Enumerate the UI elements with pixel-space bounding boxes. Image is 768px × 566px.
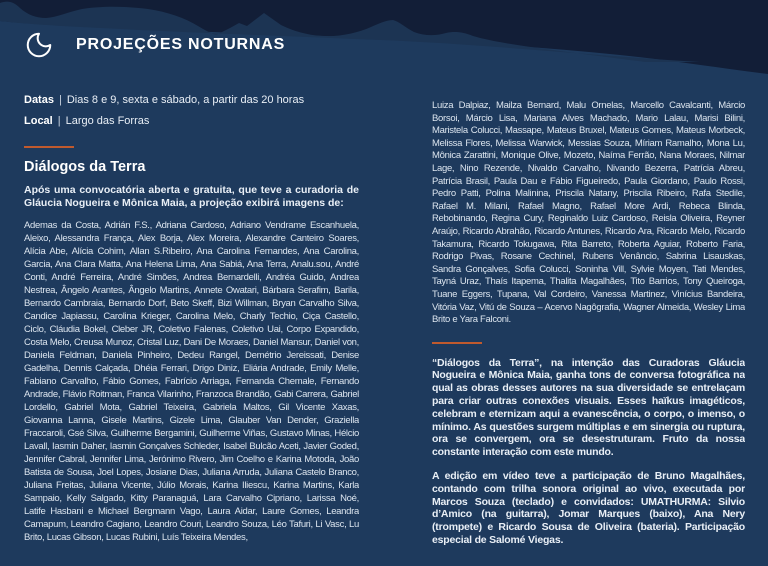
artists-list-left: Ademas da Costa, Adrián F.S., Adriana Cardoso, Adriano Vendrame Escanhuela, Aleixo, Alessandra França, Alex Borja, Alex Moreira, Alexandre Canteiro Soares, Alícia Abe, Alícia Cohim, Allan S.Ribeiro, Ana Carolina Fernandes, Ana Carolina, Garcia, Ana Clara Matta, Ana Helena Lima, Ana Sabiá, Ana Terra, Analu.sou, André Conti, André Ferreira, André Simões, Andrea Bernardelli, Andréa Guido, Andrea Nestrea, Ângelo Arantes, Ângelo Martins, Annete Owatari, Bárbara Serafim, Barila, Bernardo Cambraia, Bernardo Dorf, Beto Skeff, Bizi Willman, Bryan Carvalho Silva, Candice Japiassu, Carolina Krieger, Carolina Melo, Charly Techio, Ciça Castello, Ciclo, Cláudia Bokel, Cleber JR, Coletivo Falenas, Coletivo Uai, Corpo Expandido, Costa Melo, Creusa Munoz, Cristal Luz, Dani De Moraes, Daniel Mansur, Daniel von, Daniela Feldman, Daniela Pinheiro, Dedeu Rangel, Demétrio Jereissati, Denise Gadelha, Dennis Calçada, Dhéia Ferrari, Drigo Diniz, Eliária Andrade, Emily Melle, Fabiano Carvalho, Fábio Gomes, Fabrício Arriaga, Fernanda Chemale, Fernando Andrade, Flávio Roitman, Franca Vilarinho, Franzoca Brandão, Gabi Carrera, Gabriel Lordello, Gabriel Mota, Gabriel Teixeira, Gabriela Maltos, Gil Vicente Xaxas, Giovanna Lanna, Gisele Martins, Gizele Lima, Glauber Van Dender, Graziella Fraccaroli, Gsé Silva, Guilherme Bergamini, Guilherme Viñas, Gustavo Minas, Hélcio Lavall, Iasmin Daher, Iasmin Gonçalves Schleder, Isabel Bulcão Aceti, Javier Goded, Jennifer Cabral, Jennifer Lima, Jerónimo Rivero, Jim Coelho e Karina Motoda, João Batista de Sousa, Joel Lopes, Josiane Dias, Juliana Arruda, Juliana Castelo Branco, Juliana Freitas, Juliana Vicente, Júlio Morais, Karina Iliescu, Karina Martins, Karla Sampaio, Kelly Salgado, Kitty Paranaguá, Lara Carvalho Cipriano, Larissa Noé, Latife Hasbani e Michael Bergmann Vago, Laura Aidar, Laure Gomes, Leandra Camapum, Leandro Cagiano, Leandro Couri, Leandro Souza, Léo Tafuri, Li Vasc, Lu Brito, Lucas Gibson, Lucas Rubini, Luís Teixeira Mendes,	[24, 219, 359, 543]
artists-list-right: Luiza Dalpiaz, Mailza Bernard, Malu Ornelas, Marcello Cavalcanti, Márcio Borsoi, Márcio Lisa, Mariana Alves Machado, Mario Lalau, Marisi Bilini, Maristela Colucci, Massape, Mateus Bruxel, Mateus Gomes, Mateus Morbeck, Melissa Flores, Melissa Warwick, Messias Souza, Míriam Ramalho, Mona Lu, Mônica Zarattini, Monique Olive, Mozeto, Naíma Ferrão, Nana Moraes, Nilmar Lage, Nino Rezende, Nivaldo Carvalho, Nivando Bezerra, Patrícia Abreu, Patrícia Brasil, Paula Dau e Fábio Figueiredo, Paula Giordano, Paulo Rossi, Pedro Patti, Polina Malinina, Priscila Natany, Priscila Ribeiro, Rafa Stedile, Rafael M. Milani, Rafael Magno, Rafael More Ardi, Rebeca Blinda, Rebobinando, Regina Cury, Reginaldo Luiz Cardoso, Reisla Oliveira, Reyner Araújo, Ricardo Abrahão, Ricardo Antunes, Ricardo Ara, Ricardo Melo, Ricardo Takamura, Ricardo Tokugawa, Rita Barreto, Roberta Aguiar, Roberto Faria, Rodrigo Pivas, Rosane Cechinel, Rubens Venâncio, Sabrina Lisauskas, Sandra Gonçalves, Sofia Colucci, Soninha Vill, Sylvie Moyen, Tati Mendes, Tayná Uraz, Thaís Itapema, Thalita Magalhães, Tito Barrios, Tony Queiroga, Tuane Eggers, Tupana, Val Cordeiro, Vanessa Martinez, Vinícius Bandeira, Vitória Vaz, Vitú de Souza – Acervo Nagôgrafia, Wagner Almeida, Wesley Lima Brito e Yara Falconi.	[432, 100, 745, 326]
section-divider-right	[432, 342, 482, 344]
curators-paragraph: “Diálogos da Terra”, na intenção das Curadoras Gláucia Nogueira e Mônica Maia, ganha tons de conversa fotográfica na qual as obras desses autores na sua diversidade se entrelaçam para criar outras conexões visuais. Esses haïkus imagéticos, celebram e eternizam aqui a evanescência, o corpo, o imenso, o mínimo. As questões surgem múltiplas e em sinergia ou ruptura, ora se convergem, ora se desestruturam. Fruto da nossa constante interação com este mundo.	[432, 356, 745, 459]
page-header	[24, 30, 285, 60]
video-credits-paragraph: A edição em vídeo teve a participação de Bruno Magalhães, contando com trilha sonora original ao vivo, executada por Marcos Souza (teclado) e convidados: UMATHURMA: Silvio d’Amico (na guitarra), Jomar Marques (baixo), Ana Nery (trompete) e Ricardo Sousa de Oliveira (bateria). Participação especial de Salomé Viegas.	[432, 470, 745, 547]
intro-paragraph: Após uma convocatória aberta e gratuita, que teve a curadoria de Gláucia Nogueira e Mônica Maia, a projeção exibirá imagens de:	[24, 183, 359, 209]
left-column	[24, 94, 359, 566]
section-heading: Diálogos da Terra	[24, 158, 146, 175]
location-line	[24, 115, 359, 129]
page-title: PROJEÇÕES NOTURNAS	[76, 36, 286, 53]
dates-label: Datas	[24, 94, 54, 106]
moon-icon	[24, 30, 54, 60]
dates-separator: |	[58, 94, 62, 106]
location-separator: |	[57, 114, 61, 127]
location-value: Largo das Forras	[65, 114, 150, 127]
section-divider	[24, 146, 74, 148]
dates-line	[24, 94, 359, 108]
location-label: Local	[24, 114, 53, 127]
right-column	[432, 94, 745, 566]
dates-value: Dias 8 e 9, sexta e sábado, a partir das 20 horas	[66, 94, 305, 106]
